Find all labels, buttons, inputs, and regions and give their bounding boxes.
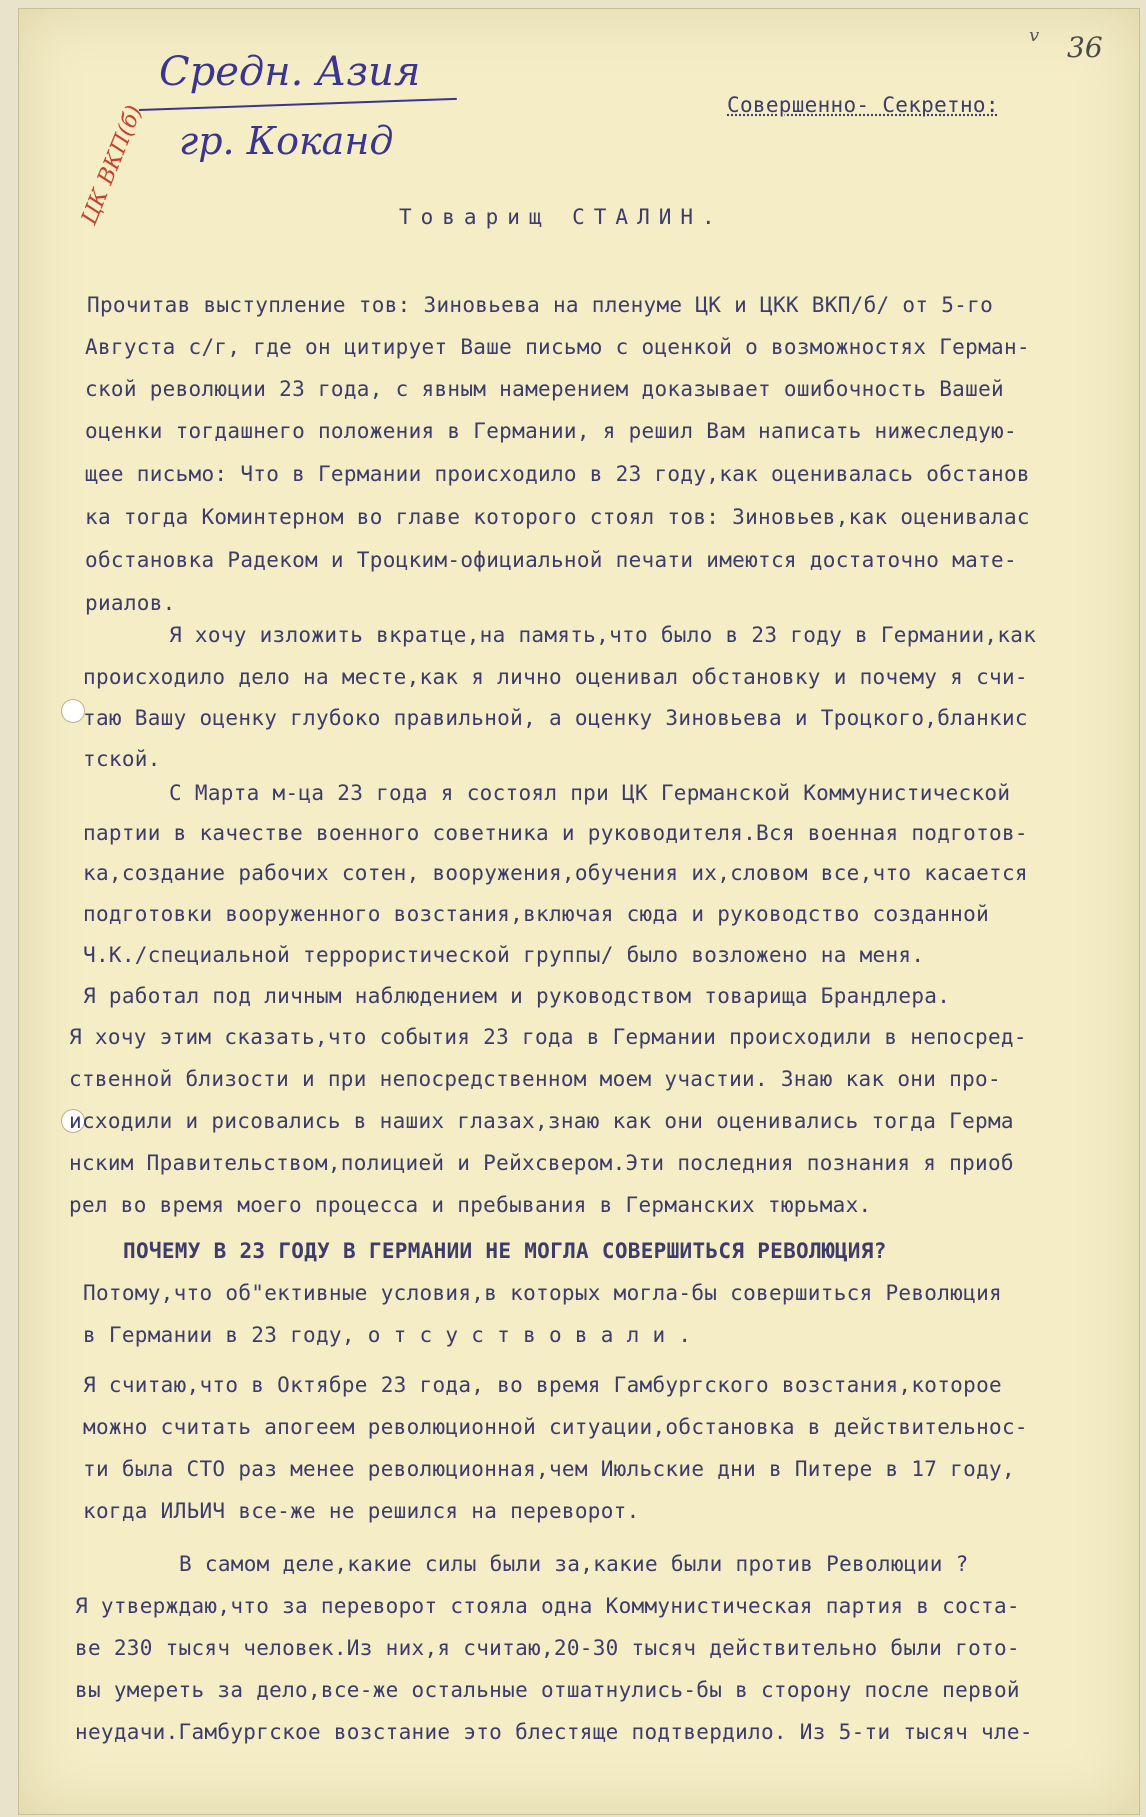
text-line: В самом деле,какие силы были за,какие были против Революции ?: [179, 1552, 969, 1576]
red-annotation: ЦК ВКП(б): [77, 102, 148, 229]
handwritten-region: Средн. Азия: [159, 49, 421, 95]
text-line: Я считаю,что в Октябре 23 года, во время Гамбургского возстания,которое: [83, 1373, 1002, 1397]
text-line: таю Вашу оценку глубоко правильной, а оценку Зиновьева и Троцкого,бланкис: [83, 706, 1028, 730]
archive-page-number: 36: [1067, 31, 1103, 64]
classification-label: Совершенно- Секретно:: [727, 93, 999, 117]
text-line: подготовки вооруженного возстания,включая сюда и руководство созданной: [83, 902, 990, 926]
text-line: можно считать апогеем революционной ситуации,обстановка в действительнос-: [83, 1415, 1028, 1439]
text-line: в Германии в 23 году, о т с у с т в о в а л и .: [83, 1323, 692, 1347]
text-line: рел во время моего процесса и пребывания в Германских тюрьмах.: [69, 1193, 872, 1217]
text-line: Потому,что об"ективные условия,в которых могла-бы совершиться Революция: [83, 1281, 1002, 1305]
text-line: Ч.К./специальной террористической группы/ было возложено на меня.: [83, 943, 925, 967]
text-line: исходили и рисовались в наших глазах,знаю как они оценивались тогда Герма: [69, 1109, 1014, 1133]
text-line: происходило дело на месте,как я лично оценивал обстановку и почему я счи-: [83, 665, 1028, 689]
handwritten-city: гр. Коканд: [179, 119, 394, 163]
text-line: Я хочу этим сказать,что события 23 года в Германии происходили в непосред-: [69, 1025, 1027, 1049]
document-page: [18, 8, 1140, 1815]
text-line: Прочитав выступление тов: Зиновьева на пленуме ЦК и ЦКК ВКП/б/ от 5-го: [87, 293, 994, 317]
text-line: тской.: [83, 747, 161, 771]
text-line: Я работал под личным наблюдением и руководством товарища Брандлера.: [83, 984, 951, 1008]
text-line: С Марта м-ца 23 года я состоял при ЦК Германской Коммунистической: [169, 781, 1011, 805]
section-heading: ПОЧЕМУ В 23 ГОДУ В ГЕРМАНИИ НЕ МОГЛА СОВЕРШИТЬСЯ РЕВОЛЮЦИЯ?: [123, 1239, 887, 1263]
text-line: ка тогда Коминтерном во главе которого стоял тов: Зиновьев,как оценивалас: [85, 505, 1030, 529]
text-line: партии в качестве военного советника и руководителя.Вся военная подготов-: [83, 821, 1028, 845]
text-line: обстановка Радеком и Троцким-официальной печати имеются достаточно мате-: [85, 548, 1017, 572]
text-line: щее письмо: Что в Германии происходило в 23 году,как оценивалась обстанов: [85, 462, 1030, 486]
text-line: Я хочу изложить вкратце,на память,что было в 23 году в Германии,как: [169, 623, 1037, 647]
text-line: ти была СТО раз менее революционная,чем Июльские дни в Питере в 17 году,: [83, 1457, 1015, 1481]
text-line: когда ИЛЬИЧ все-же не решился на переворот.: [83, 1499, 640, 1523]
text-line: ственной близости и при непосредственном моем участии. Знаю как они про-: [69, 1067, 1001, 1091]
handwritten-underline: [139, 98, 457, 111]
text-line: ской революции 23 года, с явным намерением доказывает ошибочность Вашей: [85, 377, 1004, 401]
hole-punch: [61, 699, 85, 723]
text-line: неудачи.Гамбургское возстание это блестяще подтвердило. Из 5-ти тысяч чле-: [75, 1720, 1033, 1744]
text-line: Я утверждаю,что за переворот стояла одна Коммунистическая партия в соста-: [75, 1594, 1020, 1618]
text-line: нским Правительством,полицией и Рейхсвером.Эти последния познания я приоб: [69, 1151, 1014, 1175]
text-line: вы умереть за дело,все-же остальные отшатнулись-бы в сторону после первой: [75, 1678, 1020, 1702]
letter-salutation: Товарищ СТАЛИН.: [399, 205, 724, 229]
text-line: ка,создание рабочих сотен, вооружения,обучения их,словом все,что касается: [83, 861, 1028, 885]
text-line: оценки тогдашнего положения в Германии, я решил Вам написать нижеследую-: [85, 419, 1017, 443]
text-line: Августа с/г, где он цитирует Ваше письмо с оценкой о возможностях Герман-: [85, 335, 1030, 359]
text-line: ве 230 тысяч человек.Из них,я считаю,20-30 тысяч действительно были гото-: [75, 1636, 1020, 1660]
text-line: риалов.: [85, 591, 176, 615]
archive-mark: v: [1029, 25, 1040, 46]
